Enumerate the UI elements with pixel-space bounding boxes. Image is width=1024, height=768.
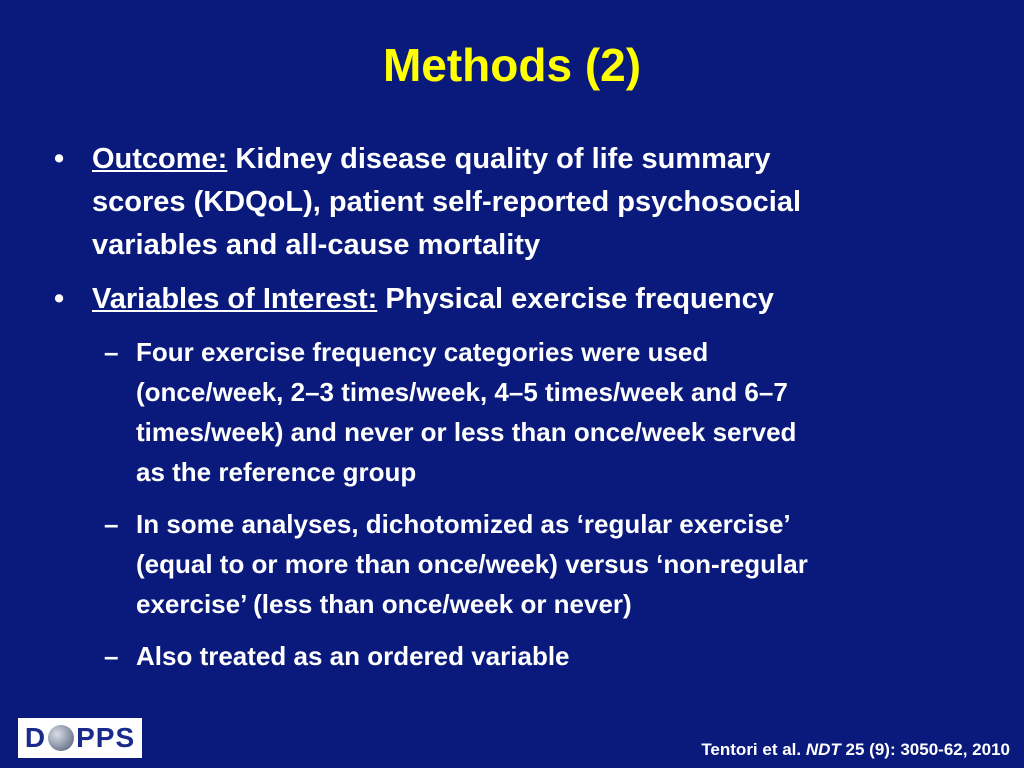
sub-bullet-line: (equal to or more than once/week) versus ‘non-regular [136,549,808,579]
citation-reference: 25 (9): 3050-62, 2010 [845,740,1010,759]
bullet-line [92,138,952,181]
bullet-text: Kidney disease quality of life summary [235,143,771,175]
bullet-variables-of-interest [54,278,952,321]
bullet-heading: Variables of Interest: [92,283,378,315]
dopps-logo [16,716,144,760]
slide-title: Methods (2) [382,39,642,91]
citation [701,740,1010,760]
globe-icon [48,725,74,751]
sub-bullet-line: Four exercise frequency categories were used [136,337,709,367]
bullet-outcome [54,138,952,267]
sub-bullet-line: as the reference group [136,457,417,487]
sub-bullet-symbol: – [104,509,119,539]
sub-bullet-ordered [104,636,966,676]
sub-bullet-symbol: – [104,337,119,367]
sub-bullet-line: times/week) and never or less than once/week served [136,417,797,447]
citation-authors: Tentori et al. [701,740,802,759]
sub-bullet-symbol: – [104,641,119,671]
bullet-symbol: • [54,143,65,175]
bullet-text: Physical exercise frequency [385,283,774,315]
bullet-line: scores (KDQoL), patient self-reported psychosocial [92,186,802,218]
sub-bullet-categories [104,332,966,492]
sub-bullet-line: In some analyses, dichotomized as ‘regular exercise’ [136,509,791,539]
sub-bullet-line: exercise’ (less than once/week or never) [136,589,632,619]
bullet-line [92,278,952,321]
sub-bullet-line: (once/week, 2–3 times/week, 4–5 times/week and 6–7 [136,377,788,407]
sub-bullet-dichotomized [104,504,966,624]
sub-bullet-line: Also treated as an ordered variable [136,641,570,671]
citation-journal: NDT [805,740,841,759]
logo-letter-left: D [24,722,47,753]
bullet-symbol: • [54,283,65,315]
bullet-line: variables and all-cause mortality [92,229,541,261]
bullet-heading: Outcome: [92,143,228,175]
logo-letters-right: PPS [76,722,136,753]
